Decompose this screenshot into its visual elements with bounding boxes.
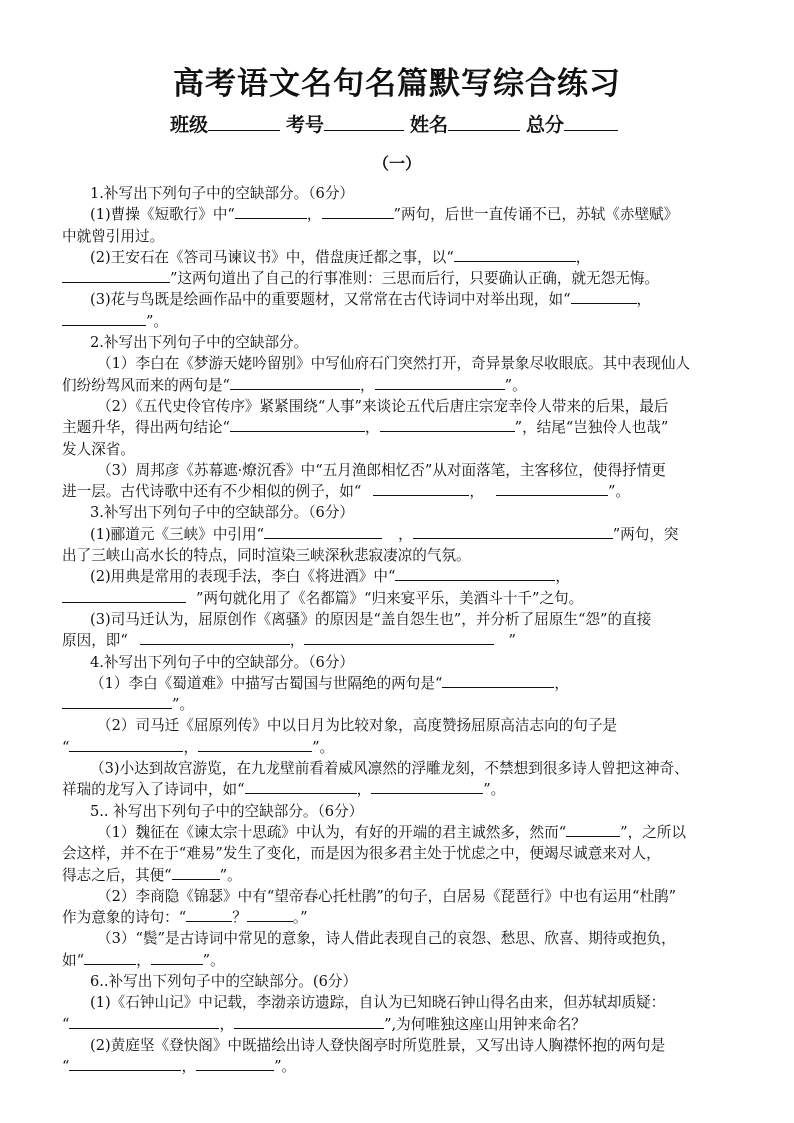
answer-blank[interactable] xyxy=(62,268,170,283)
q3-line: (2)用典是常用的表现手法，李白《将进酒》中“ ， xyxy=(90,568,571,586)
class-field[interactable] xyxy=(208,112,280,131)
answer-blank[interactable] xyxy=(571,289,637,304)
answer-blank[interactable] xyxy=(380,417,515,432)
q5-line: 得志之后，其便“ ”。 xyxy=(62,866,242,884)
q5-heading: 5.. 补写出下列句子中的空缺部分。（6分） xyxy=(90,802,364,820)
q2-line: 主题升华，得出两句结论“ ， ”，结尾“岂独伶人也哉” xyxy=(62,419,669,437)
answer-blank[interactable] xyxy=(322,204,394,219)
q4-heading: 4.补写出下列句子中的空缺部分。（6分） xyxy=(90,653,355,671)
total-score-field[interactable] xyxy=(564,112,618,131)
answer-blank[interactable] xyxy=(196,1056,274,1071)
q3-line: 原因，即“ ， ” xyxy=(62,632,516,650)
exam-number-label: 考号 xyxy=(285,114,324,136)
answer-blank[interactable] xyxy=(442,673,554,688)
q4-line: （2）司马迁《屈原列传》中以日月为比较对象，高度赞扬屈原高洁志向的句子是 xyxy=(97,717,618,735)
answer-blank[interactable] xyxy=(566,822,620,837)
answer-blank[interactable] xyxy=(245,779,357,794)
answer-blank[interactable] xyxy=(172,865,220,880)
answer-blank[interactable] xyxy=(69,1056,181,1071)
q2-line: （3）周邦彦《苏幕遮·燎沉香》中“五月渔郎相忆否”从对面落笔，主客移位，使得抒情更 xyxy=(97,461,666,479)
answer-blank[interactable] xyxy=(84,950,136,965)
q5-line: （3）“鬓”是古诗词中常见的意象，诗人借此表现自己的哀怨、愁思、欣喜、期待或抱负， xyxy=(97,930,676,948)
answer-blank[interactable] xyxy=(375,375,505,390)
q1-line: ”。 xyxy=(62,311,738,332)
answer-blank[interactable] xyxy=(69,1014,219,1029)
q1-heading: 1.补写出下列句子中的空缺部分。（6分） xyxy=(90,185,355,202)
q2-line: （1）李白在《梦游天姥吟留别》中写仙府石门突然打开，奇异景象尽收眼底。其中表现仙人 xyxy=(97,355,691,373)
page-title: 高考语文名句名篇默写综合练习 xyxy=(173,66,621,102)
q4-line: “ ， ”。 xyxy=(62,738,335,756)
exam-number-field[interactable] xyxy=(324,112,404,131)
student-info-line xyxy=(0,110,794,137)
answer-blank[interactable] xyxy=(140,630,290,645)
answer-blank[interactable] xyxy=(413,524,613,539)
q5-line: （1）魏征在《谏太宗十思疏》中认为，有好的开端的君主诚然多，然而“ ”，之所以 xyxy=(97,823,686,841)
q1-line: ”这两句道出了自己的行事准则：三思而后行，只要确认正确，就无怨无悔。 xyxy=(62,268,738,289)
answer-blank[interactable] xyxy=(304,630,494,645)
answer-blank[interactable] xyxy=(198,737,312,752)
q3-line: ”两句就化用了《名都篇》“归来宴平乐，美酒斗十千”之句。 xyxy=(62,588,738,609)
answer-blank[interactable] xyxy=(235,204,307,219)
name-label: 姓名 xyxy=(410,114,449,136)
q4-line: ”。 xyxy=(62,694,738,715)
q6-heading: 6..补写出下列句子中的空缺部分。(6分） xyxy=(90,972,358,990)
answer-blank[interactable] xyxy=(186,907,232,922)
section-label: （一） xyxy=(372,154,421,173)
answer-blank[interactable] xyxy=(371,779,483,794)
class-label: 班级 xyxy=(169,114,208,136)
q5-line: 作为意象的诗句：“ ？ 。” xyxy=(62,909,308,927)
q2-heading: 2.补写出下列句子中的空缺部分。 xyxy=(90,334,309,352)
q1-line: (2)王安石在《答司马谏议书》中，借盘庚迁都之事，以“ ， xyxy=(90,248,591,266)
total-score-label: 总分 xyxy=(526,114,565,136)
answer-blank[interactable] xyxy=(496,481,608,496)
q3-line: 出了三峡山高水长的特点，同时渲染三峡深秋悲寂凄凉的气氛。 xyxy=(62,547,471,565)
q4-line: 祥瑞的龙写入了诗词中，如“ ， ”。 xyxy=(62,781,506,799)
q2-line: （2）《五代史伶官传序》紧紧围绕“人事”来谈论五代后唐庄宗宠幸伶人带来的后果，最后 xyxy=(97,397,669,415)
answer-blank[interactable] xyxy=(230,375,360,390)
q4-line: （1）李白《蜀道难》中描写古蜀国与世隔绝的两句是“ ， xyxy=(90,674,570,692)
answer-blank[interactable] xyxy=(395,566,555,581)
answer-blank[interactable] xyxy=(62,588,186,603)
answer-blank[interactable] xyxy=(247,907,293,922)
q1-line: (3)花与鸟既是绘画作品中的重要题材，又常常在古代诗词中对举出现，如“ ， xyxy=(90,291,652,309)
q6-line: (2)黄庭坚《登快阁》中既描绘出诗人登快阁亭时所览胜景，又写出诗人胸襟怀抱的两句是 xyxy=(90,1036,666,1054)
answer-blank[interactable] xyxy=(454,247,576,262)
q1-line: 中就曾引用过。 xyxy=(62,227,165,245)
answer-blank[interactable] xyxy=(264,524,382,539)
q6-line: (1)《石钟山记》中记载，李渤亲访遗踪，自认为已知晓石钟山得名由来，但苏轼却质疑： xyxy=(90,994,666,1012)
name-field[interactable] xyxy=(448,112,520,131)
answer-blank[interactable] xyxy=(62,311,146,326)
q5-line: 如“ ， ”。 xyxy=(62,951,225,969)
q3-line: (3)司马迁认为，屈原创作《离骚》的原因是“盖自怨生也”，并分析了屈原生“怨”的直接 xyxy=(90,610,652,628)
q2-line: 们纷纷驾风而来的两句是“ ， ”。 xyxy=(62,376,527,394)
q6-line: “ ， ”。 xyxy=(62,1058,297,1076)
q6-line: “ ， ”,为何唯独这座山用钟来命名？ xyxy=(62,1015,586,1033)
q2-line: 发人深省。 xyxy=(62,440,135,458)
q4-line: （3)小达到故宫游览，在九龙壁前看着威风凛然的浮雕龙刻，不禁想到很多诗人曾把这神奇、 xyxy=(90,760,689,778)
answer-blank[interactable] xyxy=(230,417,365,432)
q5-line: （2）李商隐《锦瑟》中有“望帝春心托杜鹃”的句子，白居易《琵琶行》中也有运用“杜鹃” xyxy=(97,887,677,905)
q2-line: 进一层。古代诗歌中还有不少相似的例子，如“ ， ”。 xyxy=(62,483,631,501)
answer-blank[interactable] xyxy=(69,737,183,752)
q3-heading: 3.补写出下列句子中的空缺部分。（6分） xyxy=(90,504,355,522)
answer-blank[interactable] xyxy=(151,950,203,965)
answer-blank[interactable] xyxy=(373,481,469,496)
q1-line: (1)曹操《短歌行》中“ ， ”两句，后世一直传诵不已，苏轼《赤壁赋》 xyxy=(90,206,679,224)
answer-blank[interactable] xyxy=(234,1014,384,1029)
answer-blank[interactable] xyxy=(62,694,172,709)
q5-line: 会这样，并不在于“难易”发生了变化，而是因为很多君主处于忧虑之中，便竭尽诚意来对人， xyxy=(62,845,661,863)
questions xyxy=(62,183,738,1077)
q3-line: (1)郦道元《三峡》中引用“ ， ”两句，突 xyxy=(90,525,679,543)
